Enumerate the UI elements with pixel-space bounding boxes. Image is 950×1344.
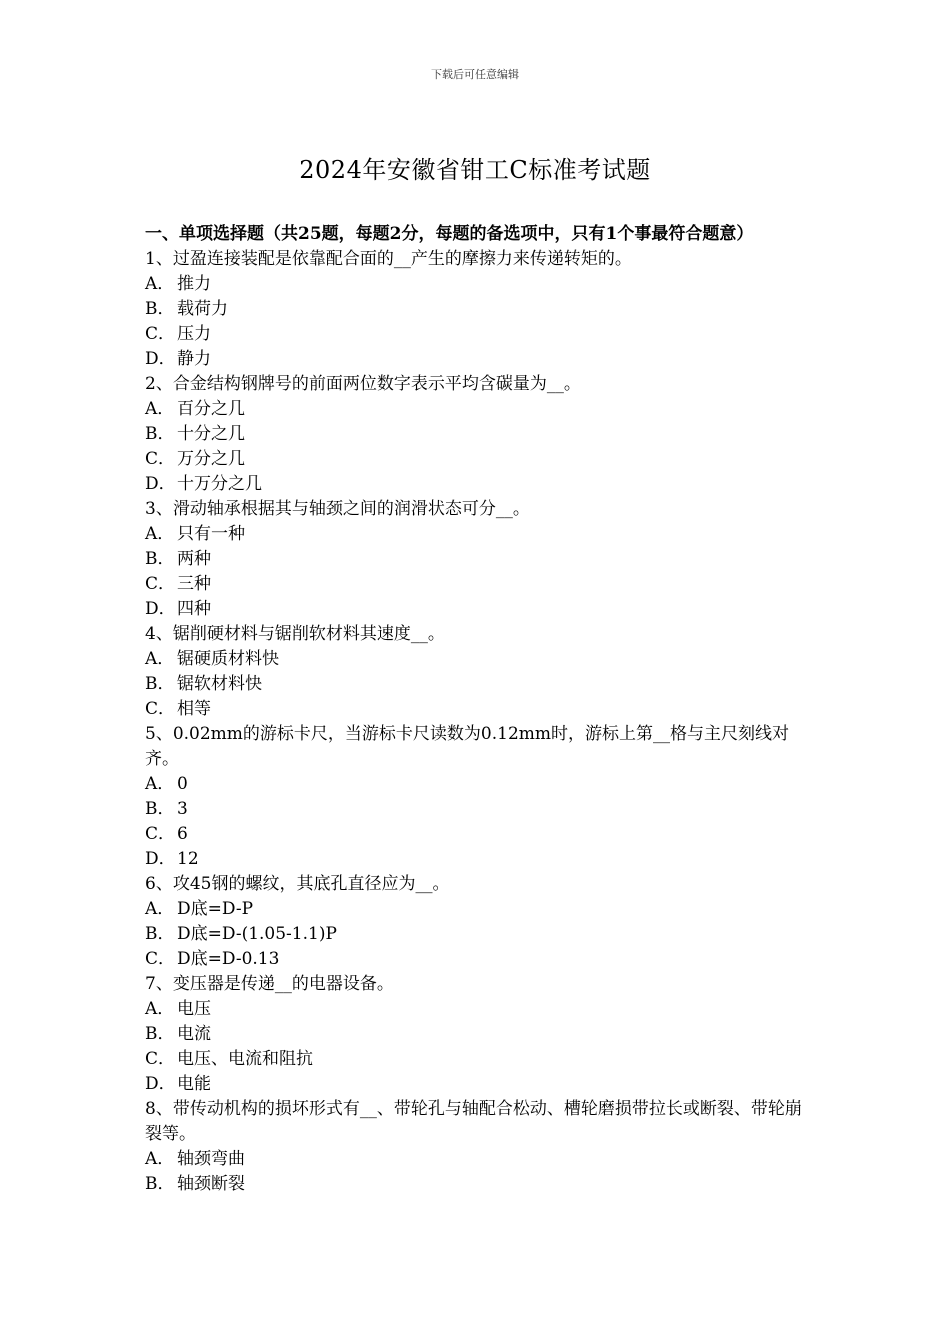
option-text: 电压、电流和阻抗 — [177, 1049, 313, 1069]
answer-option — [145, 897, 817, 922]
option-label: B． — [145, 549, 175, 569]
answer-option — [145, 647, 817, 672]
option-label: C． — [145, 699, 176, 719]
answer-option — [145, 397, 817, 422]
option-label: B． — [145, 299, 175, 319]
option-text: D底=D-(1.05-1.1)P — [177, 924, 337, 944]
option-label: D． — [145, 1074, 176, 1094]
answer-option — [145, 847, 817, 872]
answer-option — [145, 1047, 817, 1072]
answer-option — [145, 697, 817, 722]
question-list — [145, 247, 817, 1197]
option-label: D． — [145, 349, 176, 369]
question-stem: 6、攻45钢的螺纹，其底孔直径应为__。 — [145, 874, 450, 894]
option-label: C． — [145, 324, 176, 344]
option-text: 十万分之几 — [177, 474, 262, 494]
page-title: 2024年安徽省钳工C标准考试题 — [299, 156, 651, 184]
option-text: 12 — [177, 849, 199, 869]
option-text: 十分之几 — [177, 424, 245, 444]
option-label: D． — [145, 849, 176, 869]
option-text: 推力 — [177, 274, 211, 294]
option-text: 万分之几 — [177, 449, 245, 469]
question-item — [145, 722, 817, 872]
option-text: 0 — [177, 774, 188, 794]
section-heading: 一、单项选择题（共25题，每题2分，每题的备选项中，只有1个事最符合题意） — [145, 224, 754, 244]
question-item — [145, 247, 817, 372]
option-text: 电能 — [177, 1074, 211, 1094]
option-label: B． — [145, 424, 175, 444]
option-text: 百分之几 — [177, 399, 245, 419]
question-item — [145, 497, 817, 622]
option-text: 锯硬质材料快 — [177, 649, 279, 669]
answer-option — [145, 947, 817, 972]
option-text: 3 — [177, 799, 188, 819]
option-text: 电流 — [177, 1024, 211, 1044]
question-item — [145, 622, 817, 722]
option-text: 锯软材料快 — [177, 674, 262, 694]
question-stem: 5、0.02mm的游标卡尺，当游标卡尺读数为0.12mm时，游标上第__格与主尺刻线对齐。 — [145, 724, 789, 769]
option-label: D． — [145, 474, 176, 494]
answer-option — [145, 297, 817, 322]
answer-option — [145, 1172, 817, 1197]
answer-option — [145, 797, 817, 822]
option-label: B． — [145, 674, 175, 694]
question-stem: 3、滑动轴承根据其与轴颈之间的润滑状态可分__。 — [145, 499, 530, 519]
option-text: 轴颈弯曲 — [177, 1149, 245, 1169]
option-label: C． — [145, 449, 176, 469]
answer-option — [145, 822, 817, 847]
answer-option — [145, 1022, 817, 1047]
option-text: 压力 — [177, 324, 211, 344]
answer-option — [145, 422, 817, 447]
answer-option — [145, 522, 817, 547]
option-label: B． — [145, 1174, 175, 1194]
question-stem: 2、合金结构钢牌号的前面两位数字表示平均含碳量为__。 — [145, 374, 581, 394]
option-label: C． — [145, 1049, 176, 1069]
answer-option — [145, 347, 817, 372]
answer-option — [145, 322, 817, 347]
question-item — [145, 872, 817, 972]
answer-option — [145, 447, 817, 472]
option-label: B． — [145, 1024, 175, 1044]
answer-option — [145, 1072, 817, 1097]
option-label: A． — [145, 649, 175, 669]
option-label: C． — [145, 824, 176, 844]
answer-option — [145, 547, 817, 572]
option-text: 载荷力 — [177, 299, 228, 319]
option-label: A． — [145, 999, 175, 1019]
answer-option — [145, 572, 817, 597]
option-label: B． — [145, 799, 175, 819]
question-item — [145, 972, 817, 1097]
option-label: A． — [145, 899, 175, 919]
option-label: B． — [145, 924, 175, 944]
option-text: 电压 — [177, 999, 211, 1019]
option-label: A． — [145, 399, 175, 419]
option-label: C． — [145, 574, 176, 594]
question-item — [145, 1097, 817, 1197]
answer-option — [145, 472, 817, 497]
option-label: C． — [145, 949, 176, 969]
option-text: 四种 — [177, 599, 211, 619]
answer-option — [145, 672, 817, 697]
option-label: A． — [145, 1149, 175, 1169]
answer-option — [145, 922, 817, 947]
option-text: 静力 — [177, 349, 211, 369]
exam-content — [145, 222, 817, 1197]
answer-option — [145, 272, 817, 297]
option-label: A． — [145, 774, 175, 794]
option-label: A． — [145, 524, 175, 544]
option-label: A． — [145, 274, 175, 294]
option-text: D底=D-P — [177, 899, 254, 919]
option-text: 相等 — [177, 699, 211, 719]
option-text: 轴颈断裂 — [177, 1174, 245, 1194]
answer-option — [145, 997, 817, 1022]
option-label: D． — [145, 599, 176, 619]
option-text: 两种 — [177, 549, 211, 569]
option-text: 三种 — [177, 574, 211, 594]
option-text: 6 — [177, 824, 188, 844]
question-stem: 4、锯削硬材料与锯削软材料其速度__。 — [145, 624, 445, 644]
question-stem: 1、过盈连接装配是依靠配合面的__产生的摩擦力来传递转矩的。 — [145, 249, 632, 269]
answer-option — [145, 772, 817, 797]
option-text: D底=D-0.13 — [177, 949, 280, 969]
question-stem: 8、带传动机构的损坏形式有__、带轮孔与轴配合松动、槽轮磨损带拉长或断裂、带轮崩裂等。 — [145, 1099, 802, 1144]
option-text: 只有一种 — [177, 524, 245, 544]
question-stem: 7、变压器是传递__的电器设备。 — [145, 974, 394, 994]
answer-option — [145, 597, 817, 622]
answer-option — [145, 1147, 817, 1172]
question-item — [145, 372, 817, 497]
header-note: 下载后可任意编辑 — [431, 68, 519, 81]
